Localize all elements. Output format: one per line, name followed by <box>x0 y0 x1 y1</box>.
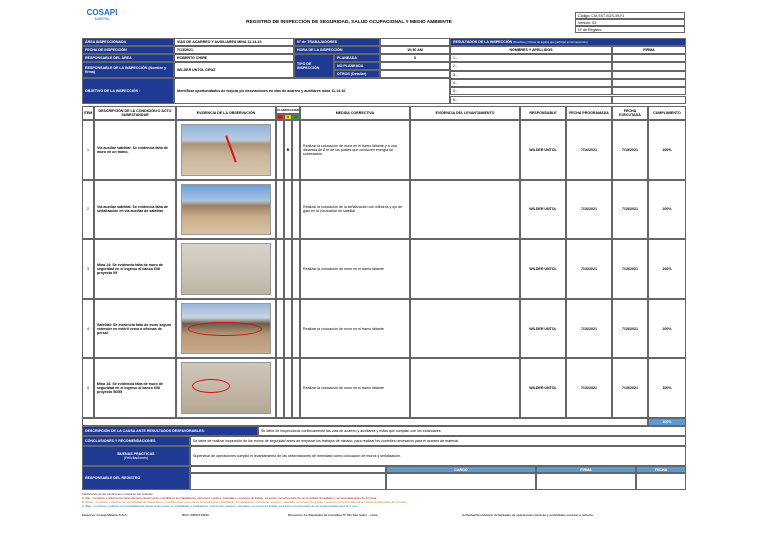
area-label: ÁREA INSPECCIONADA <box>82 38 174 46</box>
noplaneada-label: NO PLANEADA <box>334 62 380 70</box>
row-desc: Vía auxiliar satelital: Se evidencia falta de señalización en vía auxiliar de satelital <box>94 180 176 240</box>
row-item: 3 <box>82 239 94 299</box>
evidence-photo <box>181 184 271 236</box>
row-cumpl: 100% <box>648 299 686 359</box>
row-medida: Realizar la colocación de la señalización con cilindros y ojo de gato en la vía auxiliar de satelital <box>300 180 410 240</box>
conclusiones-label: CONCLUSIONES Y RECOMENDACIONES <box>82 436 190 446</box>
evidence-photo <box>181 124 271 176</box>
footer-direccion: Dirección: Av. República de Colombia N° 791 San Isidro – Lima <box>288 513 378 517</box>
footer-empresa: Empresa: Cosapi Minería S.A.C. <box>82 513 128 517</box>
row-item: 5 <box>82 358 94 418</box>
row-calif-b <box>284 299 292 359</box>
legend-b: B: Medio - Condición o práctica con probabilidad de causar lesión o pérdida grave pero menos temporalmente inhabilitable, al trabajadores, estructuras, equipos, materiales o procesos de trabajo. La acción correctiva debe de ser implementada antes de 72 horas. <box>82 500 408 504</box>
row-calif-a <box>276 358 284 418</box>
objetivo-label: OBJETIVO DE LA INSPECCIÓN : <box>82 78 174 104</box>
row-resp: WILDER UNTOL <box>520 239 566 299</box>
red-marker-line <box>225 136 236 163</box>
red-marker-ellipse <box>192 379 230 393</box>
participant-row: 1.- <box>450 54 612 62</box>
participant-signature <box>612 62 686 70</box>
causa-value: Se debe de inspeccionar continuamente las vías de acarreo y auxiliares y estas que cumplan con los estándares. <box>258 426 686 436</box>
row-desc: Vía auxiliar satelital: Se evidencia falta de muro en un tramo. <box>94 120 176 180</box>
row-cumpl: 100% <box>648 120 686 180</box>
row-calif-b <box>284 358 292 418</box>
row-fejec: 7/15/2021 <box>612 120 648 180</box>
participant-signature <box>612 54 686 62</box>
resp-area-label: RESPONSABLE DEL ÁREA <box>82 54 174 62</box>
area-value: VÍAS DE ACARREO Y AUXILIARES MINA 11-14-16 <box>174 38 294 46</box>
row-item: 2 <box>82 180 94 240</box>
tipo-label: TIPO DE INSPECCIÓN <box>294 54 334 78</box>
resp-insp-value: WILDER UNTOL CRUZ <box>174 62 294 78</box>
row-cumpl: 100% <box>648 358 686 418</box>
total-value: 100% <box>648 418 686 426</box>
planeada-label: PLANEADA <box>334 54 380 62</box>
resp-area-value: ROBERTO CHIRE <box>174 54 294 62</box>
row-fejec: 7/15/2021 <box>612 299 648 359</box>
row-calif-a <box>276 120 284 180</box>
row-desc: Mina 14: Se evidencia falta de muro de seguridad en el ingreso al banco 608 proyecto 09 <box>94 239 176 299</box>
row-resp: WILDER UNTOL <box>520 120 566 180</box>
resp-reg-name <box>190 473 386 490</box>
row-resp: WILDER UNTOL <box>520 180 566 240</box>
otros-value <box>380 70 450 78</box>
doc-register: N° de Registro: <box>575 26 685 33</box>
legend-a: A: Alto - Condición o práctica con potencial para causar lesión o pérdida en los trabajadores, estructura, equipos, materiales o procesos de trabajo. La acción correctiva debe de ser inmediata (inmediatez y ser levantada antes de 24 horas. <box>82 496 378 500</box>
row-evidence-cell <box>176 299 276 359</box>
results-label-text: RESULTADOS DE LA INSPECCIÓN <box>453 40 513 44</box>
row-resp: WILDER UNTOL <box>520 358 566 418</box>
row-medida: Realizar la colocación de muro en el tramo faltante <box>300 358 410 418</box>
row-item: 1 <box>82 120 94 180</box>
footer-actividad: Actividad Económica: Actividades de operaciones mineras y actividades conexas a minería <box>462 513 593 517</box>
participant-row: 4.- <box>450 79 612 87</box>
row-evid-lev <box>410 180 520 240</box>
hora-label: HORA DE LA INSPECCIÓN <box>294 46 380 54</box>
participant-signature <box>612 96 686 104</box>
objetivo-value: Identificar oportunidades de mejora y/o desviaciones en vías de acarreo y auxiliares mina 11-14-16 <box>174 78 450 104</box>
th-fprog: FECHA PROGRAMADA <box>566 106 612 120</box>
row-evidence-cell <box>176 120 276 180</box>
row-calif-c <box>292 358 300 418</box>
legend-c: C: Bajo - Condición o práctica con probabilidad de causar lesión menor no inhabilitable a trabajadores, estructuras, equipos, materiales o procesos de trabajo. La acción correctiva debe de ser implementada antes de 1 mes. <box>82 504 359 508</box>
row-fprog: 7/16/2021 <box>566 239 612 299</box>
row-calif-c <box>292 120 300 180</box>
th-fejec: FECHA EJECUTADA <box>612 106 648 120</box>
resp-insp-label: RESPONSABLE DE LA INSPECCIÓN (Nombre y firma) <box>82 62 174 78</box>
th-cumpl: CUMPLIMIENTO <box>648 106 686 120</box>
row-evidence-cell <box>176 239 276 299</box>
resp-reg-label: RESPONSABLE DEL REGISTRO <box>82 466 190 490</box>
participant-row: 2.- <box>450 62 612 70</box>
results-label <box>450 38 686 46</box>
resp-reg-spacer <box>190 466 386 473</box>
footer-ruc: RUC: 20551714379 <box>182 513 209 517</box>
evidence-photo <box>181 243 271 295</box>
participant-row: 6.- <box>450 96 612 104</box>
row-fejec: 7/15/2021 <box>612 358 648 418</box>
row-calif-b <box>284 239 292 299</box>
row-calif-c <box>292 180 300 240</box>
row-calif-b <box>284 180 292 240</box>
fecha-label: FECHA DE INSPECCIÓN <box>82 46 174 54</box>
row-fprog: 7/16/2021 <box>566 120 612 180</box>
row-fprog: 7/16/2021 <box>566 180 612 240</box>
cargo-label: CARGO <box>386 466 536 473</box>
row-evid-lev <box>410 358 520 418</box>
results-note: (Nombres y firmas de equipo que participó en la inspección) <box>513 40 588 44</box>
buenas-value: Supervisar de operaciones cumplió el levantamiento de las observaciones de inmediato como colocacion de muros y señalización. <box>190 446 686 466</box>
row-cumpl: 100% <box>648 239 686 299</box>
red-marker-ellipse <box>188 322 262 336</box>
total-spacer <box>82 418 648 426</box>
nombres-label: NOMBRES Y APELLIDOS <box>450 46 612 54</box>
causa-label: DESCRIPCIÓN DE LA CAUSA ANTE RESULTADOS DESFAVORABLES: <box>82 426 258 436</box>
fecha-footer-label: FECHA <box>636 466 686 473</box>
th-item: ITEM <box>82 106 94 120</box>
logo-text: COSAPI <box>86 8 118 17</box>
row-fprog: 7/16/2021 <box>566 299 612 359</box>
row-calif-a <box>276 180 284 240</box>
row-cumpl: 100% <box>648 180 686 240</box>
logo <box>82 8 122 34</box>
th-evid: EVIDENCIA DE LA OBSERVACIÓN <box>176 106 276 120</box>
conclusiones-value: Se debe de realizar inspección de los muros de seguridad antes de empezar los trabajos de minado, para realizar los controles necesarios para el acarreo de material. <box>190 436 686 446</box>
th-resp: RESPONSABLE <box>520 106 566 120</box>
buenas-label-text: BUENAS PRÁCTICAS <box>117 452 155 456</box>
th-calif: CLASIFICACIÓN <box>277 108 299 112</box>
row-fejec: 7/15/2021 <box>612 239 648 299</box>
evidence-photo <box>181 362 271 414</box>
doc-version: Versión: 03 <box>575 19 685 26</box>
row-fejec: 7/15/2021 <box>612 180 648 240</box>
row-desc: Mina 14: Se evidencia falta de muro de seguridad en el ingreso al banco 608 proyecto 56/55 <box>94 358 176 418</box>
logo-subtext: MINERIA <box>94 17 110 21</box>
participant-row: 3.- <box>450 71 612 79</box>
firma-label: FIRMA <box>612 46 686 54</box>
row-evidence-cell <box>176 180 276 240</box>
otros-label: OTROS (Detallar) <box>334 70 380 78</box>
th-calif-a: A <box>276 114 284 120</box>
planeada-value: X <box>380 54 450 62</box>
buenas-label <box>82 446 190 466</box>
row-item: 4 <box>82 299 94 359</box>
buenas-sublabel: (Felicitaciones) <box>123 456 149 460</box>
noplaneada-value <box>380 62 450 70</box>
resp-reg-firma <box>536 473 636 490</box>
resp-reg-cargo <box>386 473 536 490</box>
row-evid-lev <box>410 120 520 180</box>
row-calif-a <box>276 299 284 359</box>
row-medida: Realizar la colocación de muro en el tramo faltante y a una distancia de 8 m de los postes que conducen energía de subestación. <box>300 120 410 180</box>
legend-title: Clasificación de las condiciones o prácticas sub estándar: <box>82 492 154 496</box>
doc-code: Código: CM-SST-SGS-39-F1 <box>575 12 685 19</box>
row-calif-c <box>292 239 300 299</box>
participant-signature <box>612 87 686 95</box>
ntrab-label: N° de TRABAJADORES <box>294 38 380 46</box>
participant-signature <box>612 79 686 87</box>
participant-row: 5.- <box>450 87 612 95</box>
th-evid-lev: EVIDENCIA DEL LEVANTAMIENTO <box>410 106 520 120</box>
th-calif-c: C <box>292 114 300 120</box>
ntrab-value <box>380 38 450 46</box>
fecha-value: 7/13/2021 <box>174 46 294 54</box>
firma-footer-label: FIRMA <box>536 466 636 473</box>
row-evidence-cell <box>176 358 276 418</box>
evidence-photo <box>181 303 271 355</box>
th-desc: DESCRIPCIÓN DE LA CONDICIÓN O ACTO SUBESTANDAR <box>94 106 176 120</box>
row-desc: Satelital: Se evidencia falta de muro seguro extender en estéril cerca a oficinas de persal. <box>94 299 176 359</box>
row-medida: Realizar la colocación de muro en el tramo faltante <box>300 239 410 299</box>
th-medida: MEDIDA CORRECTIVA <box>300 106 410 120</box>
row-calif-c <box>292 299 300 359</box>
page-title: REGISTRO DE INSPECCIÓN DE SEGURIDAD, SALUD OCUPACIONAL Y MEDIO AMBIENTE <box>246 19 452 25</box>
resp-reg-fecha <box>636 473 686 490</box>
row-medida: Realizar la colocación de muro en el tramo faltante <box>300 299 410 359</box>
th-calif-b: B <box>284 114 292 120</box>
row-resp: WILDER UNTOL <box>520 299 566 359</box>
row-evid-lev <box>410 239 520 299</box>
row-calif-b: B <box>284 120 292 180</box>
row-evid-lev <box>410 299 520 359</box>
participant-signature <box>612 71 686 79</box>
row-fprog: 7/16/2021 <box>566 358 612 418</box>
row-calif-a <box>276 239 284 299</box>
hora-value: 10:30 AM <box>380 46 450 54</box>
